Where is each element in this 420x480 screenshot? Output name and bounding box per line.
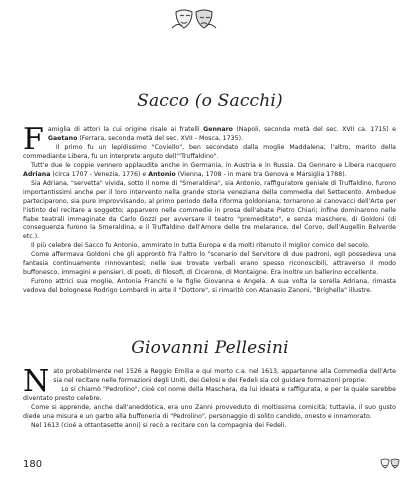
paragraph-text: (Ferrara, seconda metà del sec. XVII - Mosca, 1735). <box>77 134 243 142</box>
paragraph: Come si apprende, anche dall'aneddotica, era uno Zanni provveduto di moltissima comicità; tuttavia, il suo gusto diede una misura e un garbo alla buffoneria di "Pedrolino", personaggio di solito candido, onesto e innamorato. <box>23 403 396 420</box>
section-body <box>23 364 396 431</box>
section-body <box>23 122 397 296</box>
drop-cap: N <box>23 364 50 399</box>
paragraph: Furono attrici sua moglie, Antonia Franchi e le figlie Giovanna e Angela. A sua volta la sorella Adriana, rimasta vedova del bolognese Rodrigo Lombardi in arte il "Dottore", si rimaritò con Atanasio Zanoni, "Brighella" illustre. <box>23 278 396 295</box>
name-bold: Gennaro <box>203 126 233 133</box>
paragraph: Lo si chiamò "Pedrolino", cioè col nome della Maschera, da lui ideata e raffigurata, e per la quale sarebbe diventato presto celebre. <box>23 385 396 402</box>
page-number: 180 <box>23 459 43 470</box>
theatre-masks-icon <box>170 6 218 34</box>
paragraph: Nel 1613 (cioè a ottantasette anni) si recò a recitare con la compagnia dei Fedeli. <box>31 421 287 429</box>
paragraph: Il primo fu un lepidissimo "Coviello", ben secondato dalla moglie Maddalena; l'altro, marito della commediante Libera, fu un interprete arguto dell'"Truffaldino". <box>23 143 396 160</box>
theatre-masks-ornament <box>170 6 218 34</box>
theatre-masks-ornament <box>378 457 402 471</box>
paragraph-text: (Napoli, seconda metà del sec. XVII ca. 1715) e <box>232 126 397 133</box>
name-bold: Antonio <box>148 170 176 178</box>
section-title: Sacco (o Sacchi) <box>137 91 283 111</box>
paragraph-text: (Vienna, 1708 - in mare tra Genova e Marsiglia 1788). <box>175 170 347 178</box>
paragraph-text: Tutt'e due le coppie vennero applaudite anche in Germania, in Austria e in Russia. Da Gennaro e Libera nacquero <box>31 161 396 169</box>
name-bold: Gaetano <box>47 134 78 142</box>
paragraph-text: ato probabilmente nel 1526 a Reggio Emilia e qui morto c.a. nel 1613, appartenne alla Commedia dell'Arte sia nel recitare nelle formazioni degli Uniti, dei Gelosi e dei Fedeli sia col guidare formazioni proprie. <box>53 368 396 384</box>
paragraph: Sia Adriana, "servetta" vivida, sotto il nome di "Smeraldina", sia Antonio, raffiguratore geniale di Truffaldino, furono importantissimi anche per il loro intervento nella grande storia veneziana della commedia del Settecento. Ambedue parteciparono, sia pure improvvisando, al primo periodo della riforma goldoniana; tornarono ai canovacci dell'Arte per l'istinto del recitare a soggetto; apparvero nelle commedie in prosa dell'abate Pietro Chiari; infine dominarono nelle fiabe teatrali immaginate da Carlo Gozzi per avversare il teatro "premeditato", e senza maschere, di Goldoni (di conseguenza furono la Smeraldina, e il Truffaldino dell'Amore delle tre melarance, del Corvo, dell'Augellin Belverde etc.). <box>23 179 396 241</box>
paragraph: Come affermava Goldoni che gli approntò fra l'altro lo "scenario del Servitore di due padroni, egli possedeva una fantasia continuamente rinnovantesi; nelle sue trovate verbali erano spesso riconoscibili, attraverso il modo buffonesco, immagini e pensieri, di poeti, di filosofi, di Cicerone, di Montaigne. Era inoltre un ballerino eccellente. <box>23 251 396 277</box>
section-title: Giovanni Pellesini <box>131 338 289 358</box>
paragraph-text: amiglia di attori la cui origine risale ai fratelli <box>47 126 204 133</box>
paragraph: Il più celebre dei Sacco fu Antonio, ammirato in tutta Europa e da molti ritenuto il miglior comico del secolo. <box>31 242 370 250</box>
theatre-masks-icon <box>378 457 402 471</box>
name-bold: Adriana <box>23 170 51 178</box>
drop-cap: F <box>23 122 44 157</box>
paragraph-text: (circa 1707 - Venezia, 1776) e <box>50 170 149 178</box>
